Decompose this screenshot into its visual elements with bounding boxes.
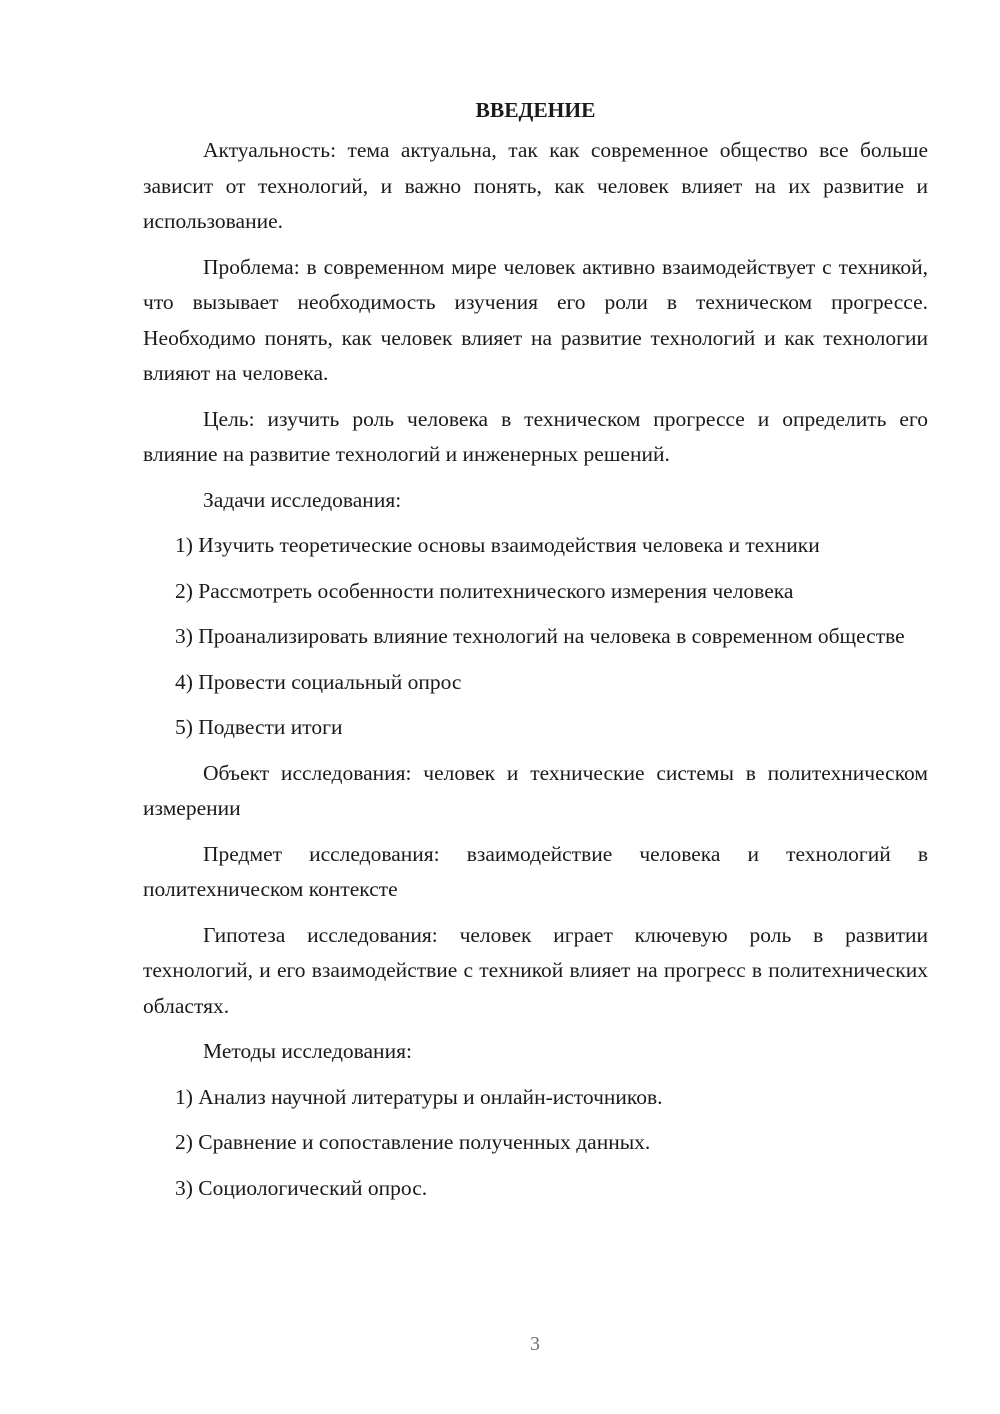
list-item: 3) Проанализировать влияние технологий на человека в современном обществе — [175, 624, 905, 648]
relevance-paragraph: Актуальность: тема актуальна, так как современное общество все больше зависит от технологий, и важно понять, как человек влияет на их развитие и использование. — [143, 138, 928, 233]
hypothesis-paragraph: Гипотеза исследования: человек играет ключевую роль в развитии технологий, и его взаимодействие с техникой влияет на прогресс в политехнических областях. — [143, 922, 928, 1018]
methods-list — [143, 1080, 928, 1207]
section-title: ВВЕДЕНИЕ — [475, 98, 596, 122]
list-item: 3) Социологический опрос. — [175, 1175, 428, 1200]
list-item: 5) Подвести итоги — [175, 715, 343, 739]
list-item: 2) Рассмотреть особенности политехнического измерения человека — [175, 578, 794, 603]
object-paragraph: Объект исследования: человек и технические системы в политехническом измерении — [143, 760, 928, 820]
page-number: 3 — [530, 1333, 540, 1355]
list-item: 1) Анализ научной литературы и онлайн-источников. — [175, 1084, 663, 1109]
methods-heading: Методы исследования: — [203, 1039, 412, 1063]
document-page — [143, 96, 928, 1216]
subject-paragraph: Предмет исследования: взаимодействие человека и технологий в политехническом контексте — [143, 841, 928, 901]
list-item: 1) Изучить теоретические основы взаимодействия человека и техники — [175, 533, 820, 557]
goal-paragraph: Цель: изучить роль человека в техническом прогрессе и определить его влияние на развитие технологий и инженерных решений. — [143, 406, 928, 466]
tasks-list — [143, 528, 928, 746]
problem-paragraph: Проблема: в современном мире человек активно взаимодействует с техникой, что вызывает необходимость изучения его роли в техническом прогрессе. Необходимо понять, как человек влияет на развитие технологий и как технологии влияют на человека. — [143, 254, 928, 385]
tasks-heading: Задачи исследования: — [203, 487, 402, 512]
list-item: 2) Сравнение и сопоставление полученных данных. — [175, 1130, 651, 1154]
list-item: 4) Провести социальный опрос — [175, 669, 462, 694]
